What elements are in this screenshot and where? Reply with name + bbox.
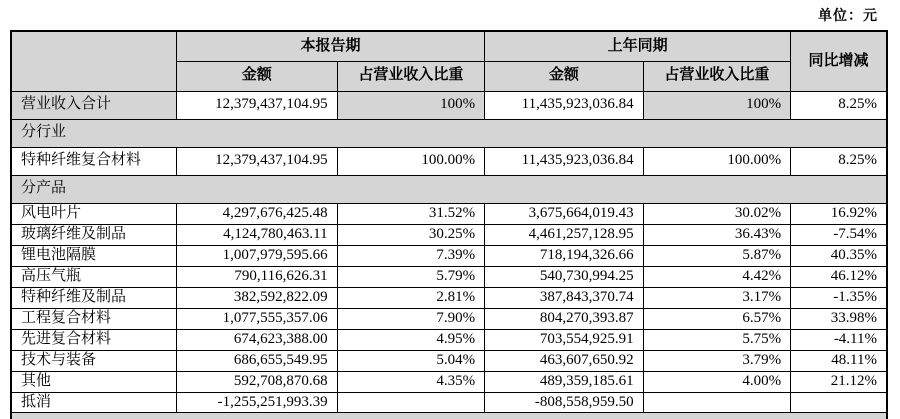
current-pct: 7.90% xyxy=(337,308,485,329)
prior-amount: 4,461,257,128.95 xyxy=(485,224,644,245)
prior-pct: 4.42% xyxy=(643,266,791,287)
yoy-value: 48.11% xyxy=(791,350,887,371)
prior-pct: 5.75% xyxy=(643,329,791,350)
yoy-value xyxy=(791,392,887,413)
prior-amount: 11,435,923,036.84 xyxy=(485,147,644,175)
current-pct xyxy=(337,392,485,413)
table-row xyxy=(11,308,887,329)
prior-pct: 36.43% xyxy=(643,224,791,245)
table-body xyxy=(11,91,887,413)
section-label: 分行业 xyxy=(11,119,887,147)
current-amount: 592,708,870.68 xyxy=(177,371,338,392)
yoy-value: 40.35% xyxy=(791,245,887,266)
revenue-table xyxy=(10,30,888,414)
prior-pct: 4.00% xyxy=(643,371,791,392)
current-amount: 12,379,437,104.95 xyxy=(177,147,338,175)
prior-amount: 804,270,393.87 xyxy=(485,308,644,329)
prior-amount: -808,558,959.50 xyxy=(485,392,644,413)
yoy-value: -4.11% xyxy=(791,329,887,350)
row-label: 风电叶片 xyxy=(11,203,177,224)
current-pct: 31.52% xyxy=(337,203,485,224)
prior-pct: 30.02% xyxy=(643,203,791,224)
row-label: 锂电池隔膜 xyxy=(11,245,177,266)
yoy-value: 16.92% xyxy=(791,203,887,224)
row-label: 工程复合材料 xyxy=(11,308,177,329)
section-label: 分产品 xyxy=(11,175,887,203)
header-row-1 xyxy=(11,31,887,61)
current-amount: 674,623,388.00 xyxy=(177,329,338,350)
table-row xyxy=(11,147,887,175)
row-label: 其他 xyxy=(11,371,177,392)
section-row xyxy=(11,175,887,203)
header-prior-period: 上年同期 xyxy=(485,31,791,61)
prior-amount: 540,730,994.25 xyxy=(485,266,644,287)
current-amount: 4,297,676,425.48 xyxy=(177,203,338,224)
current-pct: 100% xyxy=(337,91,485,119)
prior-pct: 6.57% xyxy=(643,308,791,329)
row-label: 玻璃纤维及制品 xyxy=(11,224,177,245)
prior-amount: 489,359,185.61 xyxy=(485,371,644,392)
current-pct: 5.04% xyxy=(337,350,485,371)
row-label: 先进复合材料 xyxy=(11,329,177,350)
table-row xyxy=(11,329,887,350)
table-row xyxy=(11,266,887,287)
row-label: 抵消 xyxy=(11,392,177,413)
table-row xyxy=(11,392,887,413)
yoy-value: -1.35% xyxy=(791,287,887,308)
header-blank-cell xyxy=(11,31,177,91)
prior-amount: 718,194,326.66 xyxy=(485,245,644,266)
current-pct: 4.95% xyxy=(337,329,485,350)
prior-pct: 100.00% xyxy=(643,147,791,175)
row-label: 技术与装备 xyxy=(11,350,177,371)
current-pct: 2.81% xyxy=(337,287,485,308)
yoy-value: 46.12% xyxy=(791,266,887,287)
current-pct: 7.39% xyxy=(337,245,485,266)
table-row xyxy=(11,371,887,392)
row-label: 高压气瓶 xyxy=(11,266,177,287)
current-pct: 100.00% xyxy=(337,147,485,175)
prior-amount: 463,607,650.92 xyxy=(485,350,644,371)
current-pct: 4.35% xyxy=(337,371,485,392)
prior-pct: 3.79% xyxy=(643,350,791,371)
header-current-pct: 占营业收入比重 xyxy=(337,61,485,91)
yoy-value: 21.12% xyxy=(791,371,887,392)
current-amount: 686,655,549.95 xyxy=(177,350,338,371)
header-current-period: 本报告期 xyxy=(177,31,485,61)
prior-pct: 100% xyxy=(643,91,791,119)
row-label: 营业收入合计 xyxy=(11,91,177,119)
header-yoy: 同比增减 xyxy=(791,31,887,91)
prior-amount: 387,843,370.74 xyxy=(485,287,644,308)
current-pct: 5.79% xyxy=(337,266,485,287)
prior-amount: 11,435,923,036.84 xyxy=(485,91,644,119)
table-row xyxy=(11,245,887,266)
current-amount: 382,592,822.09 xyxy=(177,287,338,308)
next-row-partial xyxy=(10,413,888,419)
yoy-value: -7.54% xyxy=(791,224,887,245)
current-amount: 12,379,437,104.95 xyxy=(177,91,338,119)
current-amount: 790,116,626.31 xyxy=(177,266,338,287)
table-row xyxy=(11,203,887,224)
table-header xyxy=(11,31,887,91)
prior-amount: 3,675,664,019.43 xyxy=(485,203,644,224)
current-amount: 4,124,780,463.11 xyxy=(177,224,338,245)
yoy-value: 8.25% xyxy=(791,147,887,175)
section-row xyxy=(11,119,887,147)
header-prior-pct: 占营业收入比重 xyxy=(643,61,791,91)
current-amount: -1,255,251,993.39 xyxy=(177,392,338,413)
prior-pct: 5.87% xyxy=(643,245,791,266)
yoy-value: 33.98% xyxy=(791,308,887,329)
current-amount: 1,077,555,357.06 xyxy=(177,308,338,329)
table-row xyxy=(11,287,887,308)
unit-label: 单位：元 xyxy=(818,9,878,24)
prior-pct: 3.17% xyxy=(643,287,791,308)
header-prior-amount: 金额 xyxy=(485,61,644,91)
row-label: 特种纤维复合材料 xyxy=(11,147,177,175)
header-current-amount: 金额 xyxy=(177,61,338,91)
current-amount: 1,007,979,595.66 xyxy=(177,245,338,266)
yoy-value: 8.25% xyxy=(791,91,887,119)
prior-amount: 703,554,925.91 xyxy=(485,329,644,350)
row-label: 特种纤维及制品 xyxy=(11,287,177,308)
prior-pct xyxy=(643,392,791,413)
table-row xyxy=(11,91,887,119)
current-pct: 30.25% xyxy=(337,224,485,245)
table-row xyxy=(11,224,887,245)
table-row xyxy=(11,350,887,371)
